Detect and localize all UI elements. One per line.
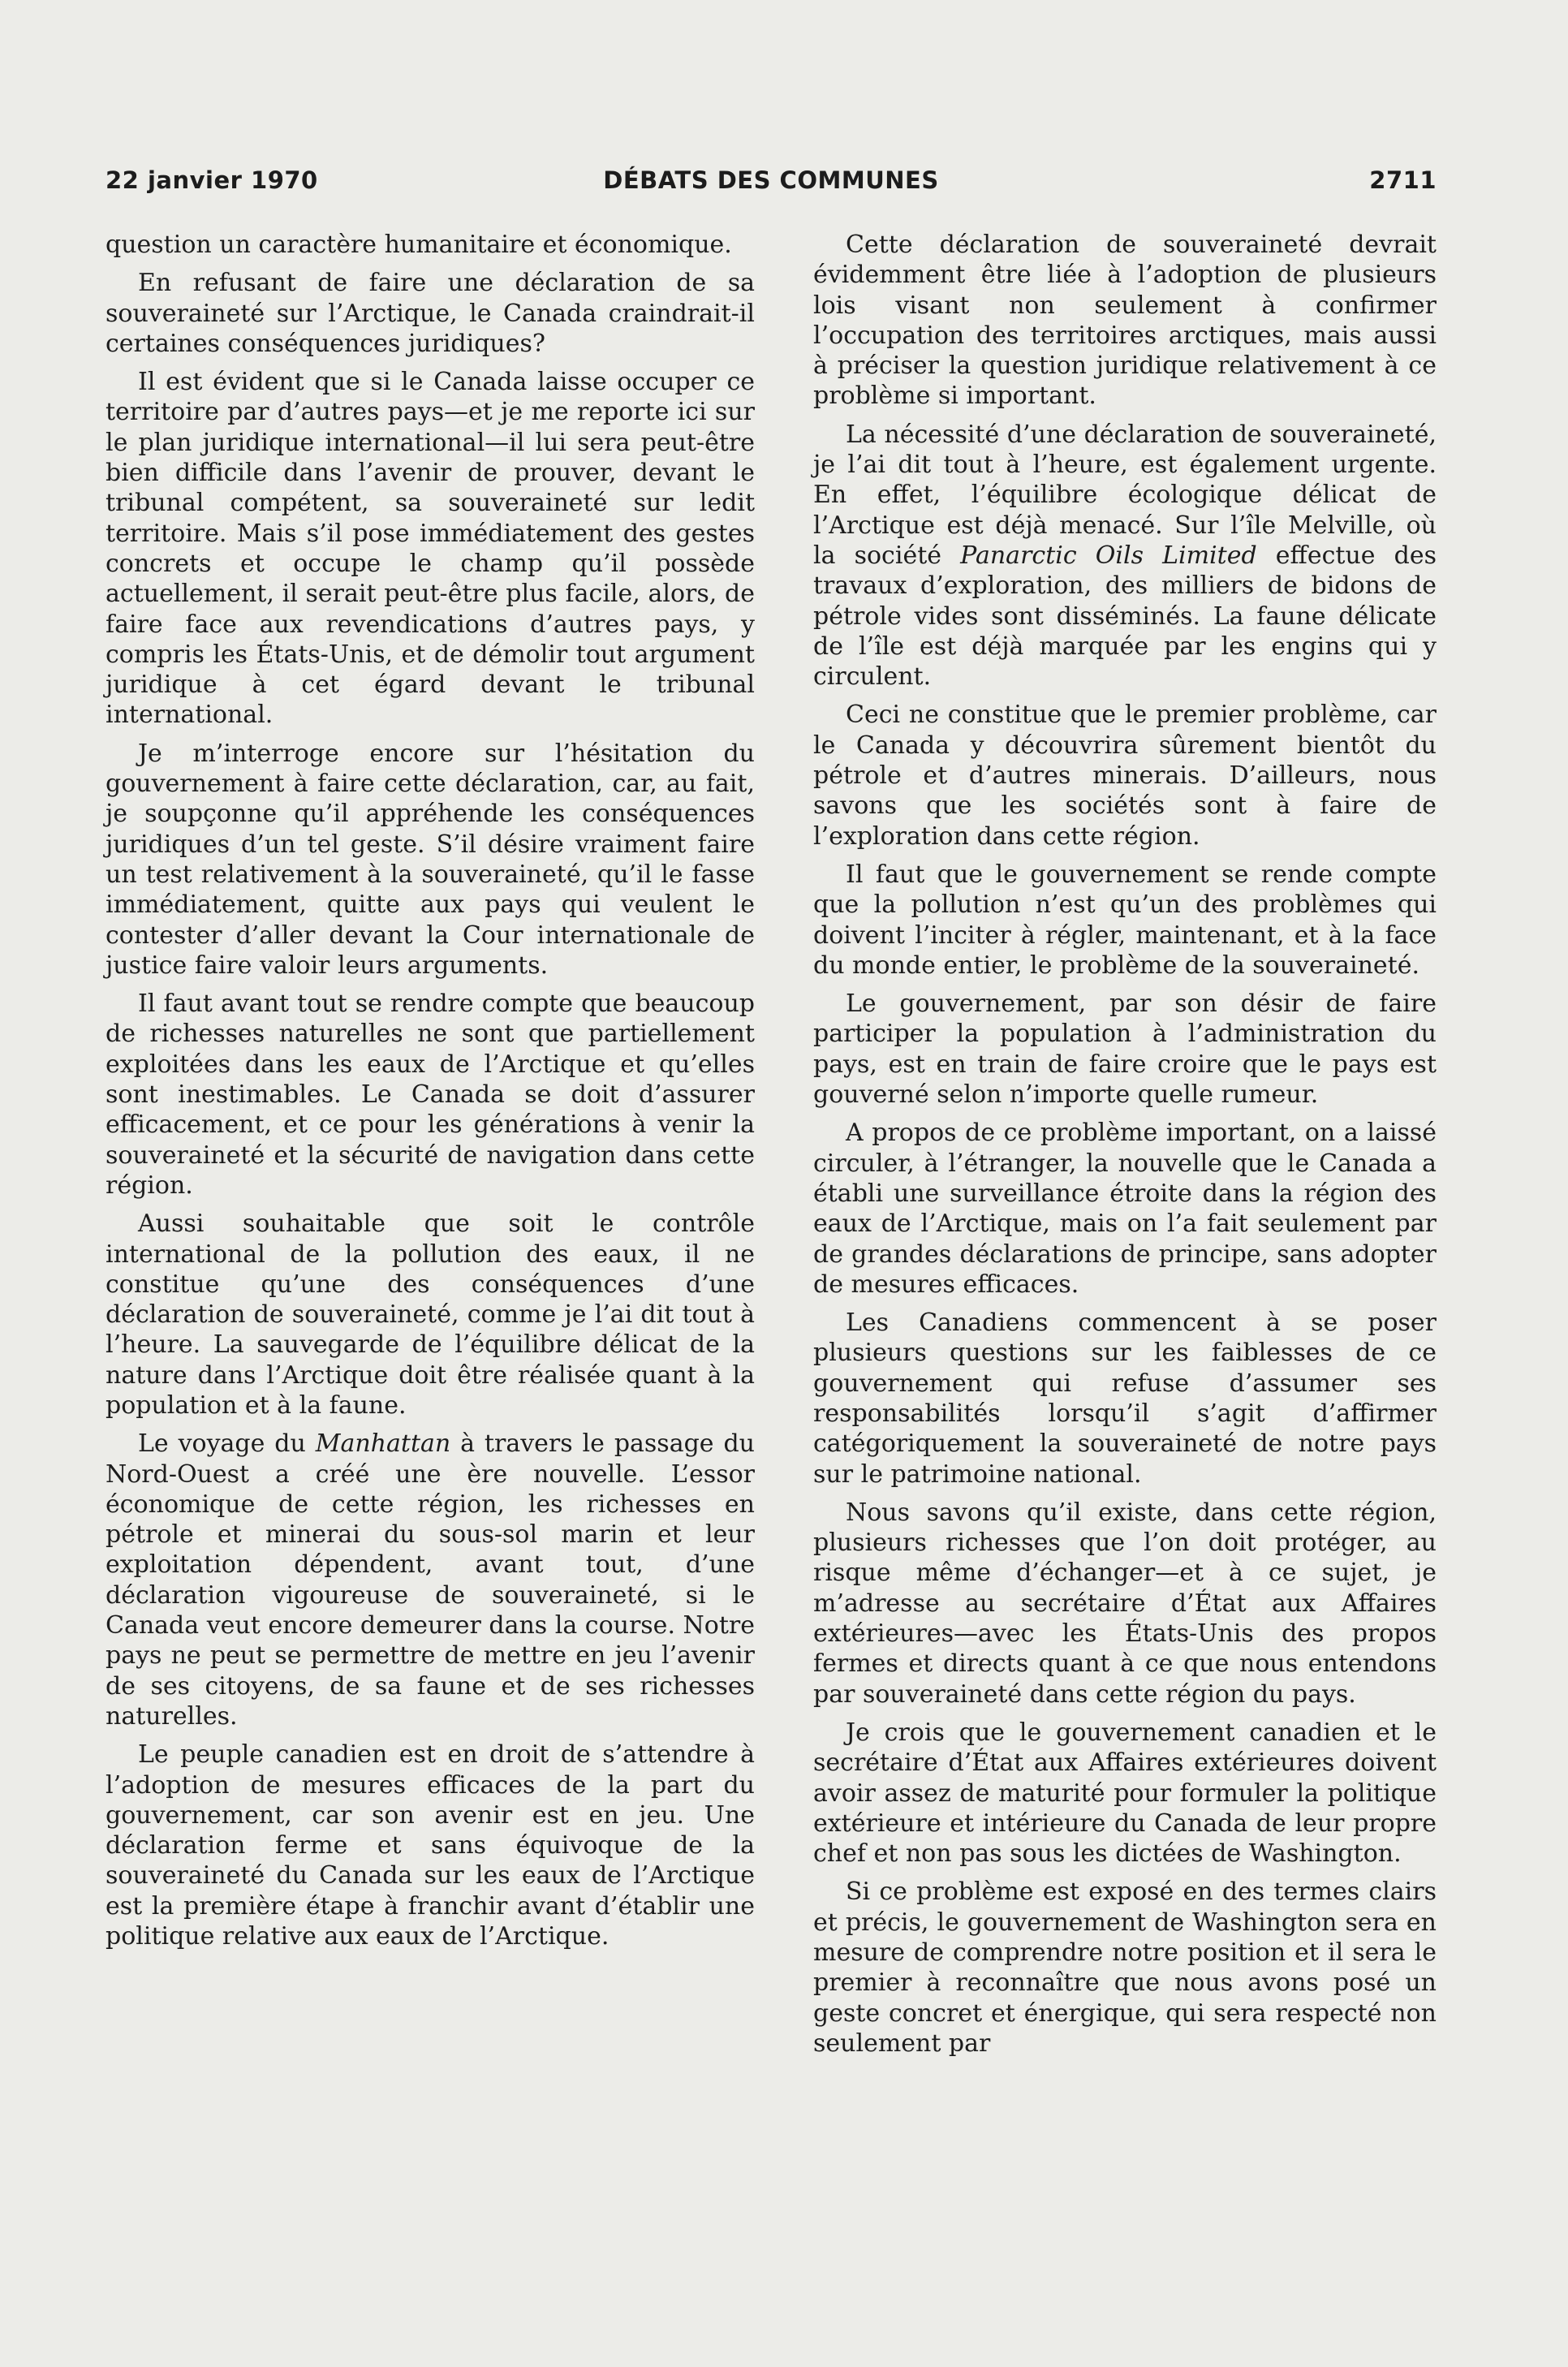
right-paragraph-10: Si ce problème est exposé en des termes clairs et précis, le gouvernement de Washington sera en mesure de comprendre notre position et il sera le premier à reconnaître que nous avons posé un geste concret et énergique, qui sera respecté non seulement par — [813, 1878, 1437, 2058]
left-paragraph-1: question un caractère humanitaire et économique. — [106, 231, 732, 259]
right-column — [813, 230, 1437, 2067]
right-paragraph-2-text-a: La nécessité d’une déclaration de souveraineté, je l’ai dit tout à l’heure, est également urgente. En effet, l’équilibre écologique délicat de l’Arctique est déjà menacé. Sur l’île Melville, où la société — [813, 420, 1437, 570]
right-paragraph-5: Le gouvernement, par son désir de faire participer la population à l’administration du pays, est en train de faire croire que le pays est gouverné selon n’importe quelle rumeur. — [813, 989, 1437, 1110]
right-paragraph-2-text-b: effectue des travaux d’exploration, des milliers de bidons de pétrole vides sont disséminés. La faune délicate de l’île est déjà marquée par les engins qui y circulent. — [813, 541, 1437, 692]
right-paragraph-9: Je crois que le gouvernement canadien et le secrétaire d’État aux Affaires extérieures doivent avoir assez de maturité pour formuler la politique extérieure et intérieure du Canada de leur propre chef et non pas sous les dictées de Washington. — [813, 1718, 1437, 1869]
right-paragraph-8: Nous savons qu’il existe, dans cette région, plusieurs richesses que l’on doit protéger, au risque même d’échanger—et à ce sujet, je m’adresse au secrétaire d’État aux Affaires extérieures—avec les États-Unis des propos fermes et directs quant à ce que nous entendons par souveraineté dans cette région du pays. — [813, 1498, 1437, 1709]
left-column — [106, 230, 755, 1960]
right-paragraph-3: Ceci ne constitue que le premier problème, car le Canada y découvrira sûrement bientôt du pétrole et d’autres minerais. D’ailleurs, nous savons que les sociétés sont à faire de l’exploration dans cette région. — [813, 701, 1437, 851]
left-paragraph-2: En refusant de faire une déclaration de sa souveraineté sur l’Arctique, le Canada craindrait-il certaines conséquences juridiques? — [106, 269, 755, 358]
right-paragraph-2 — [813, 420, 1437, 692]
header-page-number: 2711 — [1369, 166, 1437, 194]
left-paragraph-7-text-a: Le voyage du — [138, 1429, 316, 1459]
left-paragraph-5: Il faut avant tout se rendre compte que beaucoup de richesses naturelles ne sont que partiellement exploitées dans les eaux de l’Arctique et qu’elles sont inestimables. Le Canada se doit d’assurer efficacement, et ce pour les générations à venir la souveraineté et la sécurité de navigation dans cette région. — [106, 989, 755, 1200]
company-name-italic: Panarctic Oils Limited — [960, 541, 1257, 570]
left-paragraph-4: Je m’interroge encore sur l’hésitation du gouvernement à faire cette déclaration, car, au fait, je soupçonne qu’il appréhende les conséquences juridiques d’un tel geste. S’il désire vraiment faire un test relativement à la souveraineté, qu’il le fasse immédiatement, quitte aux pays qui veulent le contester d’aller devant la Cour internationale de justice faire valoir leurs arguments. — [106, 739, 755, 980]
header-title: DÉBATS DES COMMUNES — [603, 166, 939, 194]
ship-name-italic: Manhattan — [315, 1429, 451, 1459]
header-date: 22 janvier 1970 — [106, 166, 318, 194]
left-paragraph-6: Aussi souhaitable que soit le contrôle international de la pollution des eaux, il ne constitue qu’une des conséquences d’une déclaration de souveraineté, comme je l’ai dit tout à l’heure. La sauvegarde de l’équilibre délicat de la nature dans l’Arctique doit être réalisée quant à la population et à la faune. — [106, 1209, 755, 1420]
right-paragraph-6: A propos de ce problème important, on a laissé circuler, à l’étranger, la nouvelle que le Canada a établi une surveillance étroite dans la région des eaux de l’Arctique, mais on l’a fait seulement par de grandes déclarations de principe, sans adopter de mesures efficaces. — [813, 1119, 1437, 1299]
left-paragraph-7 — [106, 1429, 755, 1731]
right-paragraph-7: Les Canadiens commencent à se poser plusieurs questions sur les faiblesses de ce gouvernement qui refuse d’assumer ses responsabilités lorsqu’il s’agit d’affirmer catégoriquement la souveraineté de notre pays sur le patrimoine national. — [813, 1309, 1437, 1489]
left-paragraph-3: Il est évident que si le Canada laisse occuper ce territoire par d’autres pays—et je me reporte ici sur le plan juridique international—il lui sera peut-être bien difficile dans l’avenir de prouver, devant le tribunal compétent, sa souveraineté sur ledit territoire. Mais s’il pose immédiatement des gestes concrets et occupe le champ qu’il possède actuellement, il serait peut-être plus facile, alors, de faire face aux revendications d’autres pays, y compris les États-Unis, et de démolir tout argument juridique à cet égard devant le tribunal international. — [106, 368, 755, 730]
right-paragraph-4: Il faut que le gouvernement se rende compte que la pollution n’est qu’un des problèmes qui doivent l’inciter à régler, maintenant, et à la face du monde entier, le problème de la souveraineté. — [813, 860, 1437, 980]
left-paragraph-8: Le peuple canadien est en droit de s’attendre à l’adoption de mesures efficaces de la part du gouvernement, car son avenir est en jeu. Une déclaration ferme et sans équivoque de la souveraineté du Canada sur les eaux de l’Arctique est la première étape à franchir avant d’établir une politique relative aux eaux de l’Arctique. — [106, 1740, 755, 1951]
page-header — [106, 166, 1437, 199]
left-paragraph-7-text-b: à travers le passage du Nord-Ouest a créé une ère nouvelle. L’essor économique de cette région, les richesses en pétrole et minerai du sous-sol marin et leur exploitation dépendent, avant tout, d’une déclaration vigoureuse de souveraineté, si le Canada veut encore demeurer dans la course. Notre pays ne peut se permettre de mettre en jeu l’avenir de ses citoyens, de sa faune et de ses richesses naturelles. — [106, 1429, 755, 1731]
right-paragraph-1: Cette déclaration de souveraineté devrait évidemment être liée à l’adoption de plusieurs lois visant non seulement à confirmer l’occupation des territoires arctiques, mais aussi à préciser la question juridique relativement à ce problème si important. — [813, 231, 1437, 411]
